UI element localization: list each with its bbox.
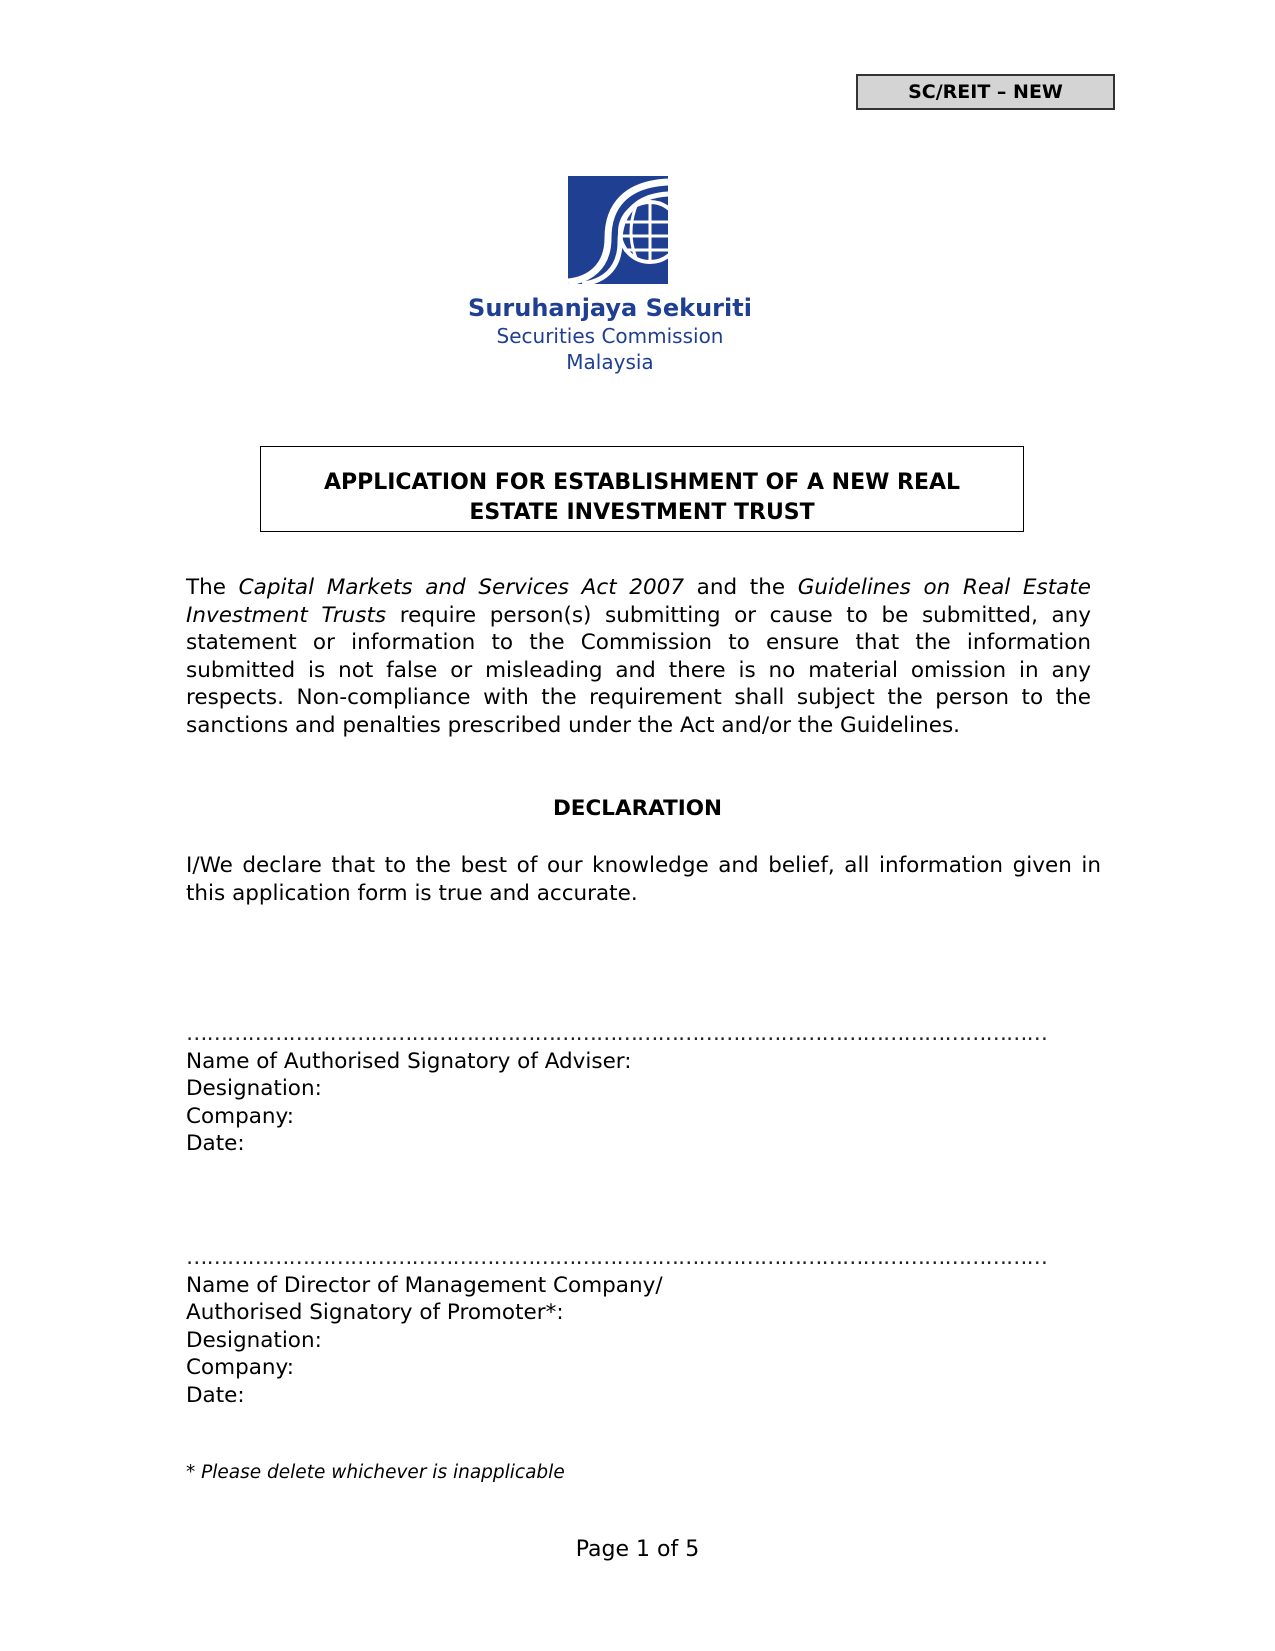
logo-name-english: Securities Commission: [496, 324, 724, 348]
form-code-badge: SC/REIT – NEW: [856, 74, 1115, 110]
adviser-date-label: Date:: [186, 1131, 245, 1156]
signature-line[interactable]: ………………………………………………………………………………………………………………: [186, 1021, 1047, 1046]
title-line-1: APPLICATION FOR ESTABLISHMENT OF A NEW REAL: [323, 470, 961, 495]
director-date-label: Date:: [186, 1382, 245, 1408]
document-title: [260, 446, 1024, 532]
intro-paragraph: [186, 574, 1091, 739]
adviser-name-label: Name of Authorised Signatory of Adviser:: [186, 1048, 632, 1074]
director-signature-block: [186, 1244, 1047, 1409]
director-company-label: Company:: [186, 1355, 294, 1380]
logo-name-malay: Suruhanjaya Sekuriti: [468, 294, 752, 322]
footnote: * Please delete whichever is inapplicable: [186, 1462, 565, 1483]
sc-emblem-icon: [568, 176, 668, 284]
act-name: Capital Markets and Services Act 2007: [238, 575, 684, 600]
declaration-heading: DECLARATION: [552, 796, 723, 821]
intro-prefix: The: [186, 575, 239, 600]
director-name-label-line-1: Name of Director of Management Company/: [186, 1272, 663, 1298]
page-number: Page 1 of 5: [575, 1537, 700, 1562]
declaration-text: I/We declare that to the best of our knowledge and belief, all information given in this application form is true and accurate.: [186, 853, 1101, 906]
adviser-signature-block: [186, 1020, 1047, 1158]
intro-middle: and the: [684, 575, 798, 600]
intro-suffix: require person(s) submitting or cause to be submitted, any statement or information to the Commission to ensure that the information submitted is not false or misleading and there is no material omission in any respects. Non-compliance with the requirement shall subject the person to the sanctions and penalties prescribed under the Act and/or the Guidelines.: [186, 602, 1092, 738]
director-name-label-line-2: Authorised Signatory of Promoter*:: [186, 1300, 564, 1325]
director-designation-label: Designation:: [186, 1327, 322, 1353]
title-line-2: ESTATE INVESTMENT TRUST: [469, 500, 815, 525]
adviser-designation-label: Designation:: [186, 1076, 322, 1101]
signature-line[interactable]: ………………………………………………………………………………………………………………: [186, 1245, 1047, 1270]
sc-logo: [460, 176, 760, 376]
adviser-company-label: Company:: [186, 1103, 294, 1129]
logo-name-country: Malaysia: [566, 350, 654, 374]
guidelines-name: Guidelines on Real Estate Investment Trusts: [186, 575, 1091, 628]
